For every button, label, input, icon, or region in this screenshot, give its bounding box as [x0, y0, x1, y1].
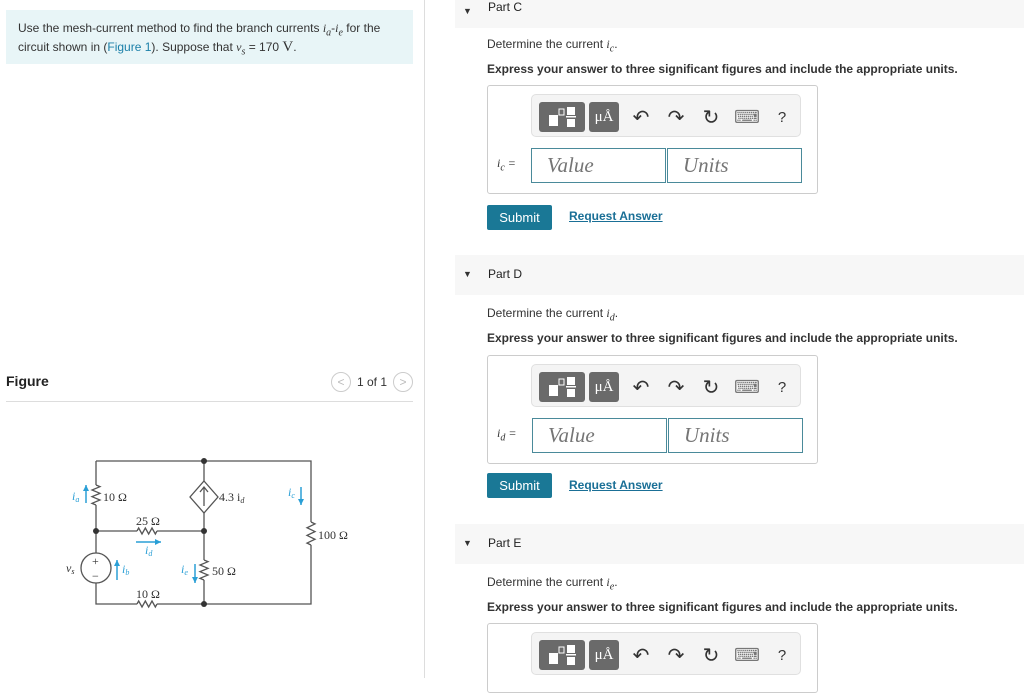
figure-header: [6, 370, 413, 402]
instructions: Express your answer to three significant figures and include the appropriate units.: [487, 331, 958, 345]
dependent-source-arrow-icon: [200, 487, 208, 506]
question-text: Determine the current $i_d$.: [487, 306, 619, 324]
keyboard-icon[interactable]: ⌨: [734, 376, 760, 397]
redo-icon[interactable]: ↷: [667, 106, 685, 129]
redo-icon[interactable]: ↷: [667, 644, 685, 667]
answer-box-d: [487, 355, 818, 464]
templates-button[interactable]: [539, 372, 585, 402]
submit-button[interactable]: Submit: [487, 205, 552, 230]
ie-label: ie: [181, 562, 188, 577]
reset-icon[interactable]: ↻: [702, 106, 720, 129]
keyboard-icon[interactable]: ⌨: [734, 106, 760, 127]
part-d-header[interactable]: [455, 255, 1024, 295]
ia-label: ia: [72, 489, 80, 504]
ic-label: ic: [288, 485, 295, 500]
part-label: Part D: [488, 267, 523, 281]
figure-link[interactable]: Figure 1: [107, 40, 152, 55]
next-figure-button[interactable]: >: [393, 372, 413, 392]
node-dot: [201, 458, 207, 464]
instructions: Express your answer to three significant figures and include the appropriate units.: [487, 600, 958, 614]
math-toolbar: [531, 632, 801, 675]
problem-text: Use the mesh-current method to find the branch currents: [18, 21, 323, 35]
var-ia: $i_a$: [322, 21, 332, 39]
resistor-10-left: [92, 485, 100, 505]
units-input[interactable]: [667, 148, 802, 183]
unit-volt: V: [282, 39, 294, 56]
resistor-50: [200, 560, 208, 580]
input-label: $i_d$ =: [497, 426, 517, 444]
answer-box-c: [487, 85, 818, 194]
part-e-header[interactable]: [455, 524, 1024, 564]
value-input[interactable]: [531, 148, 666, 183]
period: .: [293, 40, 297, 55]
collapse-icon[interactable]: ▼: [463, 538, 472, 548]
part-label: Part C: [488, 0, 523, 14]
fraction-template-icon: [547, 106, 577, 128]
ib-label: ib: [122, 562, 130, 577]
submit-button[interactable]: Submit: [487, 473, 552, 498]
fraction-template-icon: [547, 644, 577, 666]
dep-source-label: 4.3 id: [219, 490, 245, 505]
wire-mid-right: [157, 531, 204, 560]
units-input[interactable]: [668, 418, 803, 453]
units-button[interactable]: μÅ: [589, 640, 619, 670]
resistor-100: [307, 522, 315, 545]
question-text: Determine the current $i_c$.: [487, 37, 618, 55]
redo-icon[interactable]: ↷: [667, 376, 685, 399]
problem-pane: [0, 0, 425, 678]
math-toolbar: [531, 94, 801, 137]
problem-text: = 170: [245, 40, 283, 55]
problem-statement: [6, 10, 413, 64]
node-dot: [201, 601, 207, 607]
part-label: Part E: [488, 536, 522, 550]
keyboard-icon[interactable]: ⌨: [734, 644, 760, 665]
minus-sign: −: [92, 569, 99, 583]
prev-figure-button[interactable]: <: [331, 372, 351, 392]
id-arrowhead-icon: [155, 539, 161, 545]
var-vs: $v_s$: [236, 40, 246, 58]
templates-button[interactable]: [539, 640, 585, 670]
r2-label: 25 Ω: [136, 514, 160, 528]
r4-label: 50 Ω: [212, 564, 236, 578]
answer-box-e: [487, 623, 818, 693]
undo-icon[interactable]: ↶: [632, 106, 650, 129]
wire-bottom-left: [96, 583, 137, 604]
help-icon[interactable]: ?: [777, 646, 787, 664]
instructions: Express your answer to three significant figures and include the appropriate units.: [487, 62, 958, 76]
figure-pager: [331, 372, 413, 392]
problem-text: ). Suppose that: [151, 40, 237, 55]
node-dot: [201, 528, 207, 534]
var-ie: $i_e$: [335, 21, 343, 39]
units-button[interactable]: μÅ: [589, 372, 619, 402]
units-button[interactable]: μÅ: [589, 102, 619, 132]
part-c-header[interactable]: [455, 0, 1024, 28]
ia-arrowhead-icon: [83, 485, 89, 491]
page-count: 1 of 1: [356, 375, 387, 389]
ib-arrowhead-icon: [114, 560, 120, 566]
node-dot: [93, 528, 99, 534]
figure-title: Figure: [6, 373, 49, 389]
value-input[interactable]: [532, 418, 667, 453]
circuit-diagram: [0, 440, 425, 620]
help-icon[interactable]: ?: [777, 108, 787, 126]
help-icon[interactable]: ?: [777, 378, 787, 396]
r5-label: 10 Ω: [136, 587, 160, 601]
math-toolbar: [531, 364, 801, 407]
question-text: Determine the current $i_e$.: [487, 575, 618, 593]
resistor-10-bottom: [137, 601, 157, 607]
ic-arrowhead-icon: [298, 499, 304, 505]
input-label: $i_c$ =: [497, 156, 516, 174]
request-answer-link[interactable]: Request Answer: [569, 209, 663, 223]
reset-icon[interactable]: ↻: [702, 376, 720, 399]
dash: -: [331, 21, 336, 35]
plus-sign: +: [92, 554, 99, 568]
request-answer-link[interactable]: Request Answer: [569, 478, 663, 492]
collapse-icon[interactable]: ▼: [463, 269, 472, 279]
reset-icon[interactable]: ↻: [702, 644, 720, 667]
problem-text: for the circuit shown in (: [18, 21, 381, 55]
id-label: id: [145, 543, 153, 558]
collapse-icon[interactable]: ▼: [463, 6, 472, 16]
templates-button[interactable]: [539, 102, 585, 132]
undo-icon[interactable]: ↶: [632, 644, 650, 667]
undo-icon[interactable]: ↶: [632, 376, 650, 399]
r1-label: 10 Ω: [103, 490, 127, 504]
fraction-template-icon: [547, 376, 577, 398]
r3-label: 100 Ω: [318, 528, 348, 542]
vs-label: vs: [66, 561, 75, 576]
ie-arrowhead-icon: [192, 577, 198, 583]
resistor-25: [137, 528, 157, 534]
